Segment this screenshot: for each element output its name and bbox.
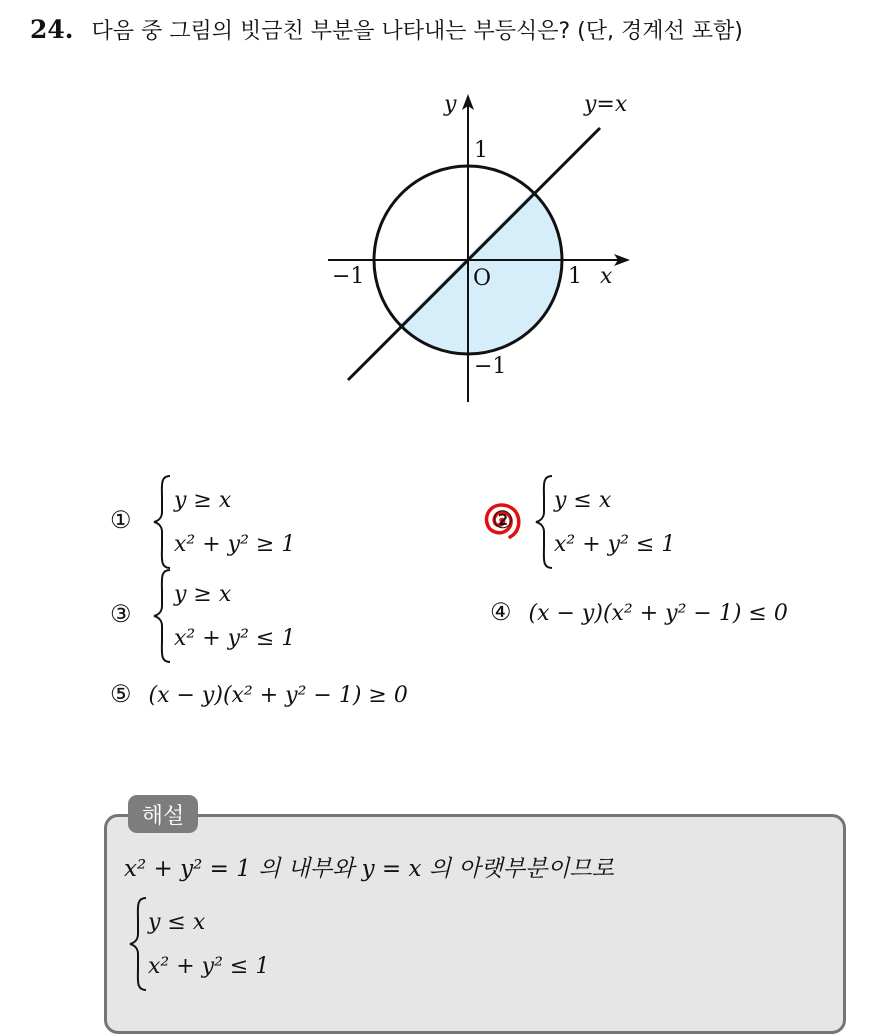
tick-x-negative: −1: [332, 264, 365, 289]
question-text: 다음 중 그림의 빗금친 부분을 나타내는 부등식은? (단, 경계선 포함): [91, 19, 743, 44]
y-axis-label: y: [444, 92, 457, 117]
solution-sentence-text: x² + y² = 1 의 내부와 y = x 의 아랫부분이므로: [124, 856, 614, 882]
line-label: y=x: [584, 92, 628, 117]
brace-icon: [152, 568, 174, 664]
option-4[interactable]: [490, 598, 788, 632]
option-3-line2: x² + y² ≤ 1: [174, 626, 296, 651]
option-2[interactable]: [482, 474, 702, 570]
question-header: [30, 14, 743, 45]
option-4-expression: (x − y)(x² + y² − 1) ≤ 0: [528, 601, 788, 626]
option-4-marker: ④: [490, 598, 512, 626]
tick-y-positive: 1: [474, 138, 488, 163]
question-number: 24.: [30, 15, 74, 44]
option-3[interactable]: [110, 568, 330, 664]
option-2-line2: x² + y² ≤ 1: [554, 532, 676, 557]
origin-label: O: [473, 266, 492, 291]
solution-line2: x² + y² ≤ 1: [148, 954, 270, 979]
tick-x-positive: 1: [568, 264, 582, 289]
option-2-marker: ②: [492, 506, 514, 534]
option-1-marker: ①: [110, 506, 132, 534]
brace-icon: [152, 474, 174, 570]
graph-figure: [310, 84, 650, 414]
option-1-line1: y ≥ x: [174, 488, 232, 513]
solution-line1: y ≤ x: [148, 910, 206, 935]
option-5[interactable]: [110, 680, 408, 714]
x-axis-label: x: [600, 264, 613, 289]
option-1-line2: x² + y² ≥ 1: [174, 532, 296, 557]
option-2-line1: y ≤ x: [554, 488, 612, 513]
option-3-line1: y ≥ x: [174, 582, 232, 607]
solution-sentence: [124, 850, 614, 883]
option-3-marker: ③: [110, 600, 132, 628]
solution-tag: 해설: [128, 795, 198, 833]
option-5-expression: (x − y)(x² + y² − 1) ≥ 0: [148, 683, 408, 708]
option-1[interactable]: [110, 474, 330, 570]
option-5-marker: ⑤: [110, 680, 132, 708]
brace-icon: [128, 896, 150, 992]
brace-icon: [534, 474, 556, 570]
solution-box: [104, 814, 846, 1034]
tick-y-negative: −1: [474, 354, 507, 379]
